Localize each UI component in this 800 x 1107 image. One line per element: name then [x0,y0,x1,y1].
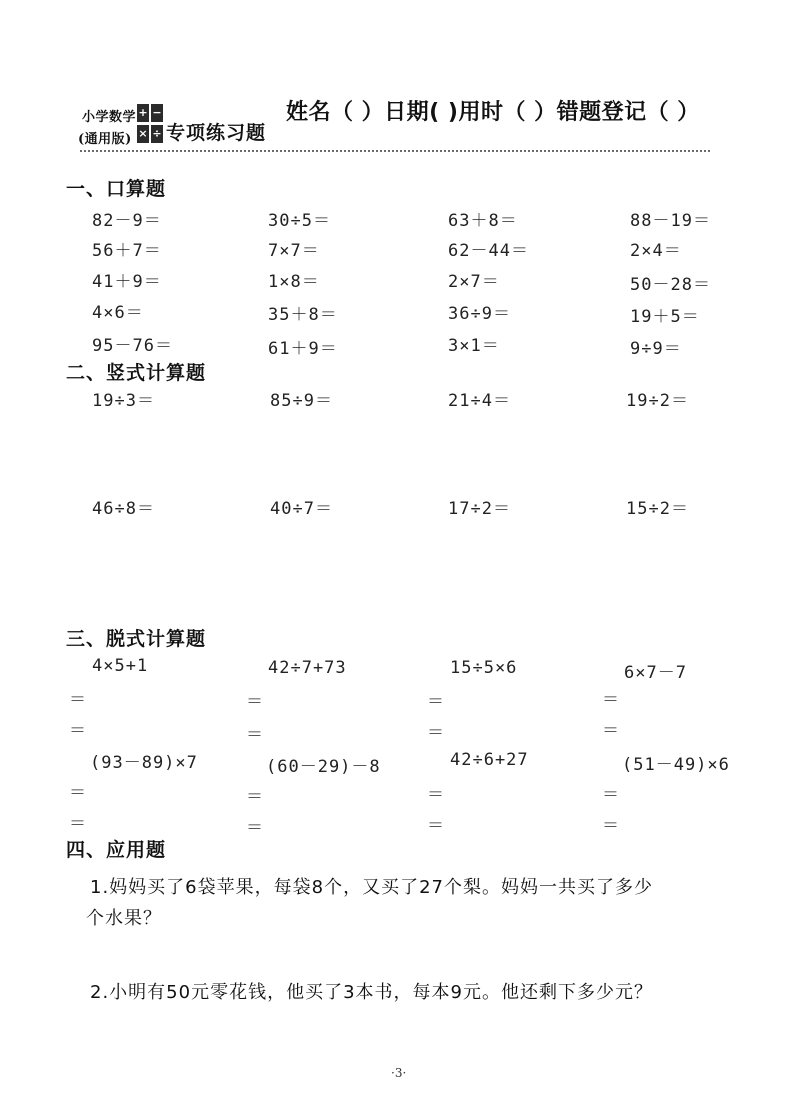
problem: 63＋8＝ [448,211,518,231]
problem: 46÷8＝ [92,499,155,519]
problem: 15÷5×6 [450,658,518,678]
problem: 19÷3＝ [92,391,155,411]
time-field: 用时（ ） [458,100,557,125]
equals-line: ＝ [427,723,444,743]
problem: 4×5+1 [92,656,149,676]
section-title-vertical: 二、竖式计算题 [66,362,207,384]
problem: 41＋9＝ [92,272,162,292]
equals-line: ＝ [69,814,86,834]
problem: 95－76＝ [92,336,173,356]
equals-line: ＝ [602,721,619,741]
problem: 88－19＝ [630,211,711,231]
problem: 19÷2＝ [626,391,689,411]
equals-line: ＝ [246,692,263,712]
equals-line: ＝ [69,721,86,741]
equals-line: ＝ [427,785,444,805]
problem: 82－9＝ [92,211,162,231]
equals-line: ＝ [602,816,619,836]
problem: (51－49)×6 [622,755,730,775]
word-problem-1-continued: 个水果？ [86,908,162,929]
student-info-fields [286,95,700,126]
equals-line: ＝ [246,787,263,807]
problem: 19＋5＝ [630,307,700,327]
problem: 7×7＝ [268,241,320,261]
equals-line: ＝ [246,725,263,745]
brand-subject: 小学数学 [82,110,137,125]
problem: 9÷9＝ [630,339,682,359]
problem: 85÷9＝ [270,391,333,411]
word-problem-2: 2.小明有50元零花钱，他买了3本书，每本9元。他还剩下多少元？ [90,982,653,1003]
problem: 42÷7+73 [268,658,347,678]
date-field: 日期( ) [384,100,459,125]
equals-line: ＝ [427,692,444,712]
section-title-stepwise: 三、脱式计算题 [66,628,207,650]
problem: (60－29)－8 [266,757,381,777]
problem: 15÷2＝ [626,499,689,519]
problem: 40÷7＝ [270,499,333,519]
problem: 61＋9＝ [268,339,338,359]
problem: 2×4＝ [630,241,682,261]
problem: 62－44＝ [448,241,529,261]
section-title-oral: 一、口算题 [66,178,167,200]
brand-edition: (通用版) [78,132,132,147]
problem: 21÷4＝ [448,391,511,411]
section-title-word-problems: 四、应用题 [66,839,167,861]
problem: 2×7＝ [448,272,500,292]
equals-line: ＝ [246,818,263,838]
problem: 4×6＝ [92,303,144,323]
equals-line: ＝ [69,783,86,803]
math-operators-icon: + − × ÷ [137,104,163,144]
problem: 36÷9＝ [448,304,511,324]
name-field: 姓名（ ） [286,100,385,125]
word-problem-1: 1.妈妈买了6袋苹果，每袋8个，又买了27个梨。妈妈一共买了多少 [90,877,653,898]
problem: 1×8＝ [268,272,320,292]
brand-title: 专项练习题 [166,122,267,144]
header-divider [80,150,710,152]
equals-line: ＝ [69,690,86,710]
error-log-field: 错题登记（ ） [556,100,700,125]
problem: 17÷2＝ [448,499,511,519]
equals-line: ＝ [427,816,444,836]
problem: 3×1＝ [448,336,500,356]
problem: 50－28＝ [630,275,711,295]
problem: 35＋8＝ [268,305,338,325]
problem: 42÷6+27 [450,750,529,770]
problem: 56＋7＝ [92,241,162,261]
problem: (93－89)×7 [90,753,198,773]
problem: 30÷5＝ [268,211,331,231]
problem: 6×7－7 [624,663,687,683]
equals-line: ＝ [602,690,619,710]
equals-line: ＝ [602,785,619,805]
page-number: ·3· [391,1066,407,1080]
